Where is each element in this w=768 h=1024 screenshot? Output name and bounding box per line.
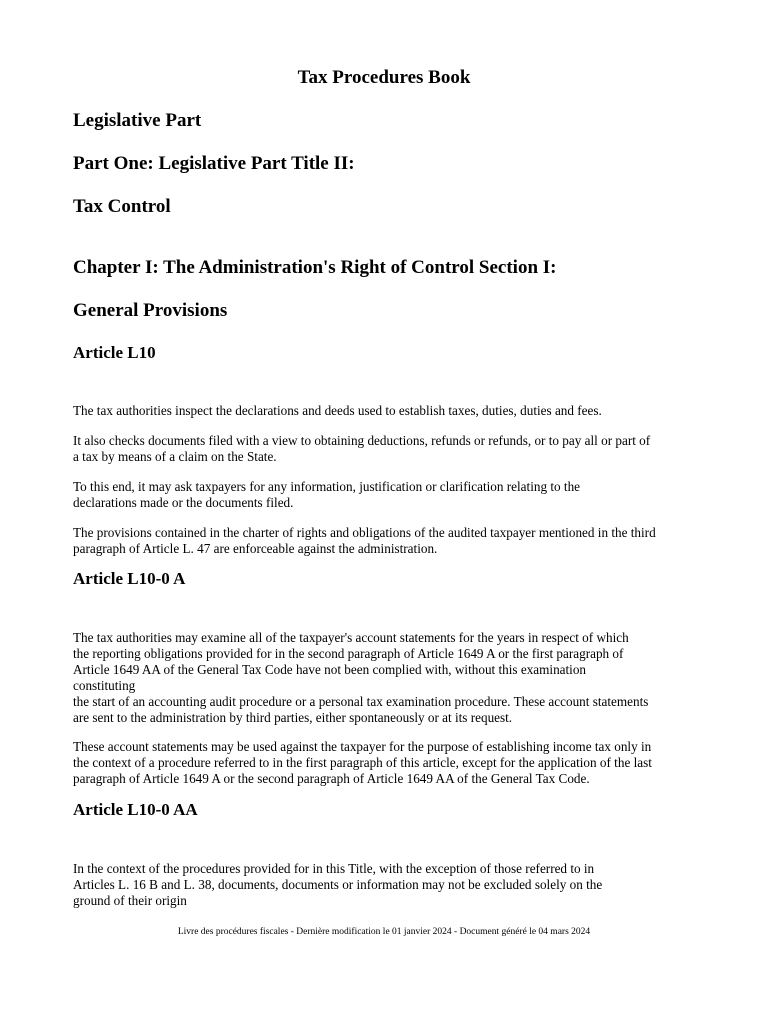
- article-title: Article L10: [73, 343, 156, 362]
- document-title: Tax Procedures Book: [297, 67, 471, 88]
- heading-general-provisions: General Provisions: [73, 300, 228, 321]
- article-paragraph: In the context of the procedures provided for in this Title, with the exception of those referred to in Articles L. 16 B and L. 38, documents, documents or information may not be excluded solely on the ground of their origin: [73, 861, 603, 908]
- article-title: Article L10-0 A: [73, 569, 186, 588]
- article-paragraph: To this end, it may ask taxpayers for any information, justification or clarification relating to the declarations made or the documents filed.: [73, 479, 581, 510]
- heading-part-one: Part One: Legislative Part Title II:: [73, 153, 355, 174]
- article-paragraph: The provisions contained in the charter of rights and obligations of the audited taxpayer mentioned in the third paragraph of Article L. 47 are enforceable against the administration.: [73, 525, 656, 556]
- article-paragraph: The tax authorities may examine all of the taxpayer's account statements for the years in respect of which the reporting obligations provided for in the second paragraph of Article 1649 A or the first paragraph of Article 1649 AA of the General Tax Code have not been complied with, without this examination constituting the start of an accounting audit procedure or a personal tax examination procedure. These account statements are sent to the administration by third parties, either spontaneously or at its request.: [73, 630, 649, 725]
- heading-legislative-part: Legislative Part: [73, 110, 202, 131]
- article-paragraph: These account statements may be used against the taxpayer for the purpose of establishing income tax only in the context of a procedure referred to in the first paragraph of this article, except for the application of the last paragraph of Article 1649 A or the second paragraph of Article 1649 AA of the General Tax Code.: [73, 739, 652, 786]
- article-paragraph: The tax authorities inspect the declarations and deeds used to establish taxes, duties, duties and fees.: [73, 403, 602, 418]
- article-paragraph: It also checks documents filed with a view to obtaining deductions, refunds or refunds, or to pay all or part of a tax by means of a claim on the State.: [73, 433, 651, 464]
- page-footer: Livre des procédures fiscales - Dernière modification le 01 janvier 2024 - Document généré le 04 mars 2024: [177, 927, 591, 937]
- heading-chapter-one: Chapter I: The Administration's Right of Control Section I:: [73, 257, 557, 278]
- heading-tax-control: Tax Control: [73, 196, 171, 217]
- article-title: Article L10-0 AA: [73, 800, 198, 819]
